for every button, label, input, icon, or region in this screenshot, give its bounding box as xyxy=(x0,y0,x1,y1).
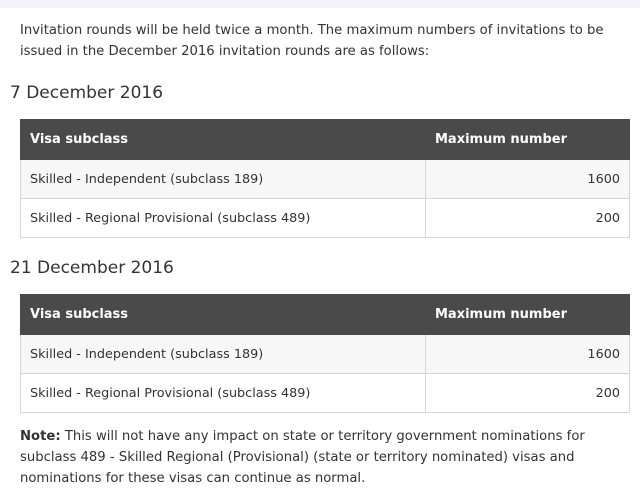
column-header-visa-subclass: Visa subclass xyxy=(21,120,426,160)
column-header-maximum-number: Maximum number xyxy=(426,120,630,160)
round-heading-1: 7 December 2016 xyxy=(10,83,164,103)
table-row xyxy=(21,199,630,238)
quota-table-2 xyxy=(20,294,630,413)
intro-paragraph: Invitation rounds will be held twice a month. The maximum numbers of invitations to be issued in the December 2016 invitation rounds are as follows: xyxy=(20,23,604,59)
table-row xyxy=(21,160,630,199)
maximum-number-cell: 1600 xyxy=(426,160,630,199)
table-row xyxy=(21,374,630,413)
table-header-row xyxy=(21,120,630,160)
maximum-number-cell: 1600 xyxy=(426,335,630,374)
note-label: Note: xyxy=(20,429,61,444)
quota-table-1 xyxy=(20,119,630,238)
visa-subclass-cell: Skilled - Regional Provisional (subclass 489) xyxy=(21,199,426,238)
column-header-maximum-number: Maximum number xyxy=(426,295,630,335)
maximum-number-cell: 200 xyxy=(426,199,630,238)
round-heading-2: 21 December 2016 xyxy=(10,258,174,278)
table-header-row xyxy=(21,295,630,335)
visa-subclass-cell: Skilled - Independent (subclass 189) xyxy=(21,335,426,374)
visa-subclass-cell: Skilled - Independent (subclass 189) xyxy=(21,160,426,199)
column-header-visa-subclass: Visa subclass xyxy=(21,295,426,335)
table-row xyxy=(21,335,630,374)
note-text: This will not have any impact on state or territory government nominations for subclass 489 - Skilled Regional (Provisional) (state or territory nominated) visas and nominations for these visas can continue as normal. xyxy=(20,429,585,486)
maximum-number-cell: 200 xyxy=(426,374,630,413)
note-paragraph xyxy=(20,426,630,489)
visa-subclass-cell: Skilled - Regional Provisional (subclass 489) xyxy=(21,374,426,413)
